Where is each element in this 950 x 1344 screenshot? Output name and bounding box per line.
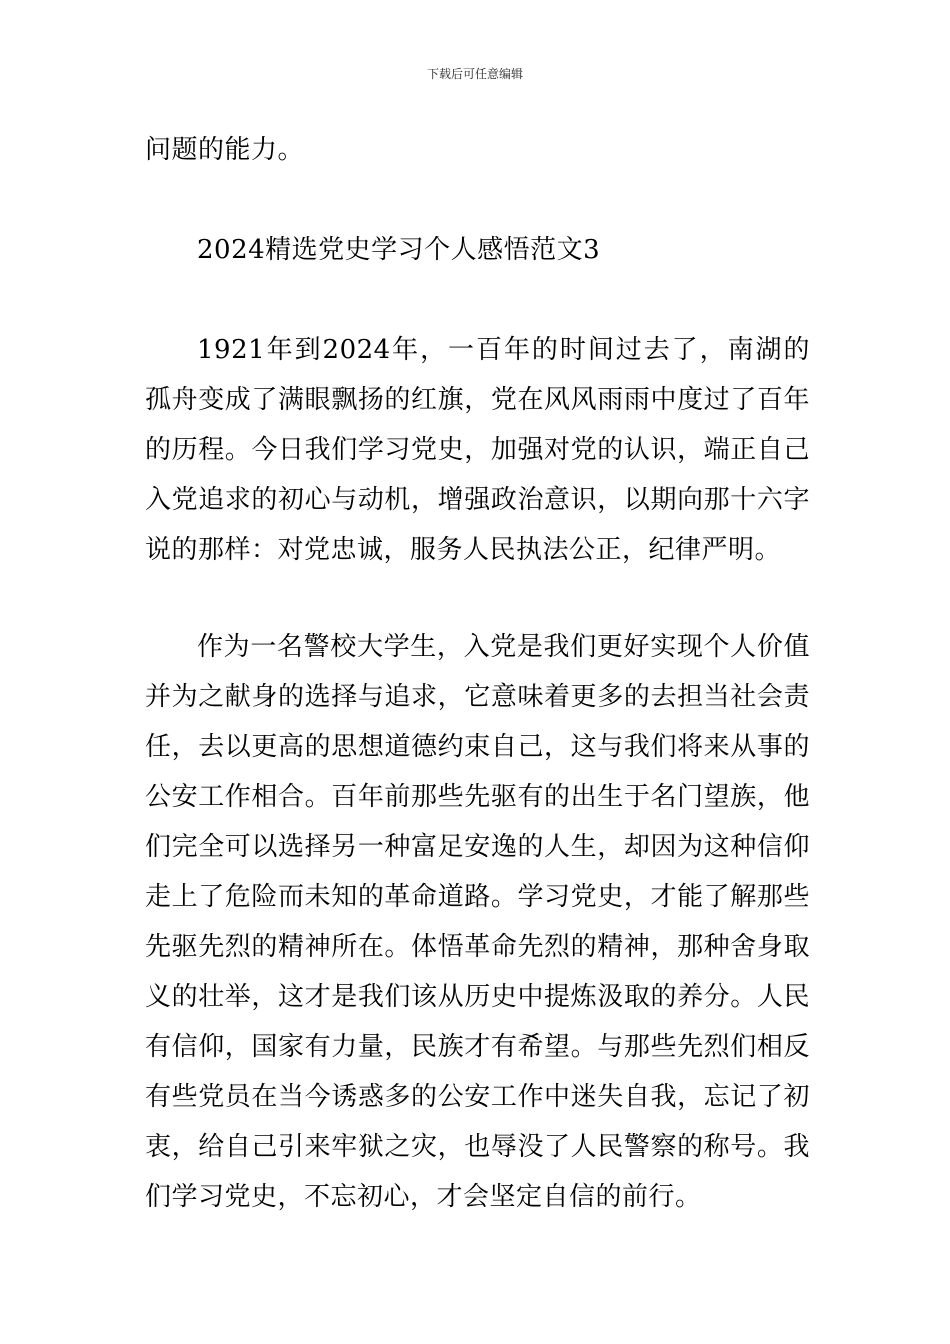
- section-heading: 2024精选党史学习个人感悟范文3: [197, 235, 601, 265]
- paragraph-2: 作为一名警校大学生，入党是我们更好实现个人价值并为之献身的选择与追求，它意味着更多的去担当社会责任，去以更高的思想道德约束自己，这与我们将来从事的公安工作相合。百年前那些先驱有的出生于名门望族，他们完全可以选择另一种富足安逸的人生，却因为这种信仰走上了危险而未知的革命道路。学习党史，才能了解那些先驱先烈的精神所在。体悟革命先烈的精神，那种舍身取义的壮举，这才是我们该从历史中提炼汲取的养分。人民有信仰，国家有力量，民族才有希望。与那些先烈们相反有些党员在当今诱惑多的公安工作中迷失自我，忘记了初衷，给自己引来牢狱之灾，也辱没了人民警察的称号。我们学习党史，不忘初心，才会坚定自信的前行。: [145, 632, 810, 1212]
- page-header-note: 下载后可任意编辑: [426, 67, 523, 81]
- continuation-text: 问题的能力。: [145, 135, 305, 165]
- paragraph-1: 1921年到2024年，一百年的时间过去了，南湖的孤舟变成了满眼飘扬的红旗，党在风风雨雨中度过了百年的历程。今日我们学习党史，加强对党的认识，端正自己入党追求的初心与动机，增强政治意识，以期向那十六字说的那样：对党忠诚，服务人民执法公正，纪律严明。: [145, 335, 810, 565]
